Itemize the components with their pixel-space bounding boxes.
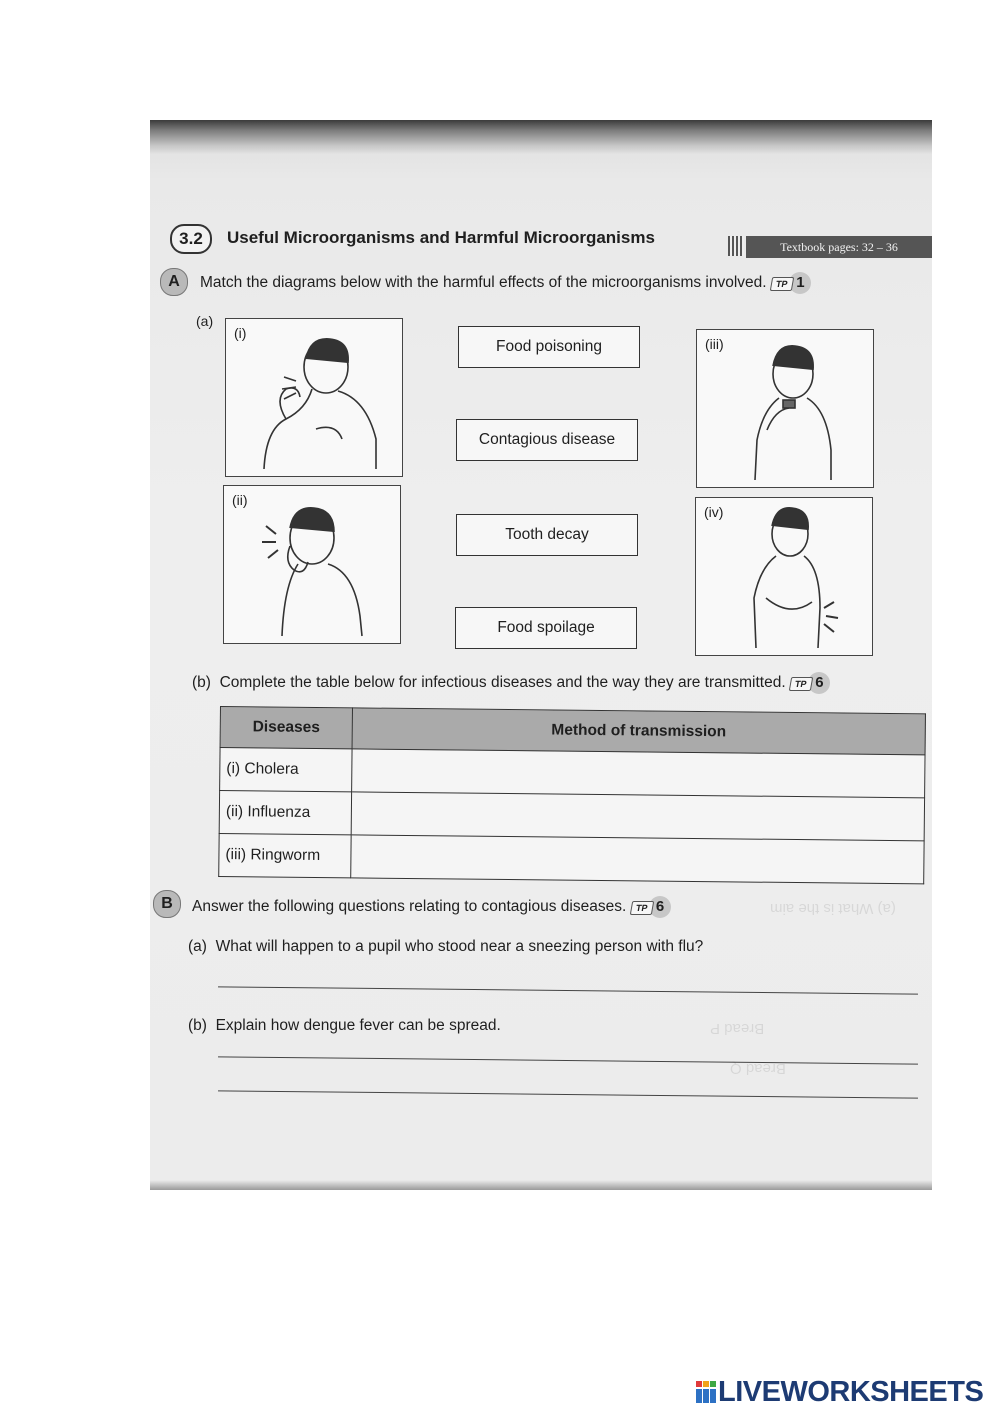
scanned-page bbox=[150, 120, 932, 1190]
liveworksheets-logo-icon bbox=[696, 1381, 716, 1403]
part-b-instruction bbox=[192, 896, 671, 918]
answer-line[interactable] bbox=[218, 1056, 918, 1064]
sub-a-label: (a) bbox=[196, 313, 214, 329]
method-answer-cell[interactable] bbox=[351, 835, 924, 884]
sub-b-label: (b) bbox=[192, 674, 211, 692]
bleed-through: Bread Q bbox=[730, 1060, 786, 1077]
table-row bbox=[220, 748, 925, 798]
header-diseases: Diseases bbox=[220, 707, 352, 749]
picture-toothache bbox=[223, 485, 401, 644]
part-a-badge: A bbox=[160, 268, 188, 296]
tp-indicator bbox=[771, 272, 812, 294]
effect-food-spoilage[interactable]: Food spoilage bbox=[455, 607, 637, 649]
tp-level: 1 bbox=[789, 272, 811, 294]
part-a-instruction bbox=[200, 272, 811, 294]
table-row bbox=[219, 791, 924, 841]
effect-contagious-disease[interactable]: Contagious disease bbox=[456, 419, 638, 461]
question-label: (a) bbox=[188, 938, 207, 955]
effect-food-poisoning[interactable]: Food poisoning bbox=[458, 326, 640, 368]
bleed-through: (a) What is the aim bbox=[770, 900, 896, 917]
sub-b-instruction bbox=[192, 672, 830, 694]
tp-label: TP bbox=[770, 277, 794, 291]
toothache-person-icon bbox=[224, 486, 400, 643]
part-a-instruction-text: Match the diagrams below with the harmful effects of the microorganisms involved. bbox=[200, 274, 767, 292]
tp-indicator bbox=[790, 672, 831, 694]
question-text: Explain how dengue fever can be spread. bbox=[215, 1017, 501, 1034]
answer-line[interactable] bbox=[218, 1090, 918, 1098]
disease-cell: (ii) Influenza bbox=[219, 791, 351, 835]
stripe-decoration bbox=[728, 236, 744, 256]
footer-brand: LIVEWORKSHEETS bbox=[718, 1376, 984, 1408]
part-b-instruction-text: Answer the following questions relating to contagious diseases. bbox=[192, 898, 627, 916]
tp-level: 6 bbox=[808, 672, 830, 694]
question-text: What will happen to a pupil who stood near a sneezing person with flu? bbox=[215, 938, 704, 955]
picture-stomach-ache bbox=[695, 497, 873, 656]
bleed-through: Bread P bbox=[710, 1020, 765, 1037]
disease-cell: (iii) Ringworm bbox=[219, 833, 351, 877]
stomach-ache-person-icon bbox=[696, 498, 872, 655]
disease-cell: (i) Cholera bbox=[220, 748, 352, 792]
transmission-table bbox=[218, 706, 926, 884]
part-b-badge: B bbox=[153, 890, 181, 918]
picture-label: (iv) bbox=[704, 504, 724, 520]
scan-shadow-bottom bbox=[150, 1180, 932, 1190]
question-b-a bbox=[188, 938, 703, 956]
picture-label: (ii) bbox=[232, 492, 248, 508]
answer-line[interactable] bbox=[218, 986, 918, 994]
tp-indicator bbox=[631, 896, 672, 918]
tp-level: 6 bbox=[649, 896, 671, 918]
tp-label: TP bbox=[789, 677, 813, 691]
question-label: (b) bbox=[188, 1017, 207, 1034]
method-answer-cell[interactable] bbox=[352, 749, 925, 798]
picture-coughing bbox=[225, 318, 403, 477]
textbook-pages: Textbook pages: 32 – 36 bbox=[746, 236, 932, 258]
header-method: Method of transmission bbox=[352, 708, 925, 755]
sub-b-instruction-text: Complete the table below for infectious diseases and the way they are transmitted. bbox=[219, 674, 786, 692]
coughing-person-icon bbox=[226, 319, 402, 476]
picture-label: (iii) bbox=[705, 336, 724, 352]
effect-tooth-decay[interactable]: Tooth decay bbox=[456, 514, 638, 556]
picture-eating bbox=[696, 329, 874, 488]
picture-label: (i) bbox=[234, 325, 247, 341]
section-number: 3.2 bbox=[170, 224, 212, 254]
question-b-b bbox=[188, 1017, 501, 1035]
section-title: Useful Microorganisms and Harmful Microorganisms bbox=[227, 228, 655, 247]
table-row bbox=[219, 833, 924, 883]
tp-label: TP bbox=[629, 901, 653, 915]
method-answer-cell[interactable] bbox=[351, 792, 924, 841]
eating-person-icon bbox=[697, 330, 873, 487]
scan-shadow-top bbox=[150, 120, 932, 154]
